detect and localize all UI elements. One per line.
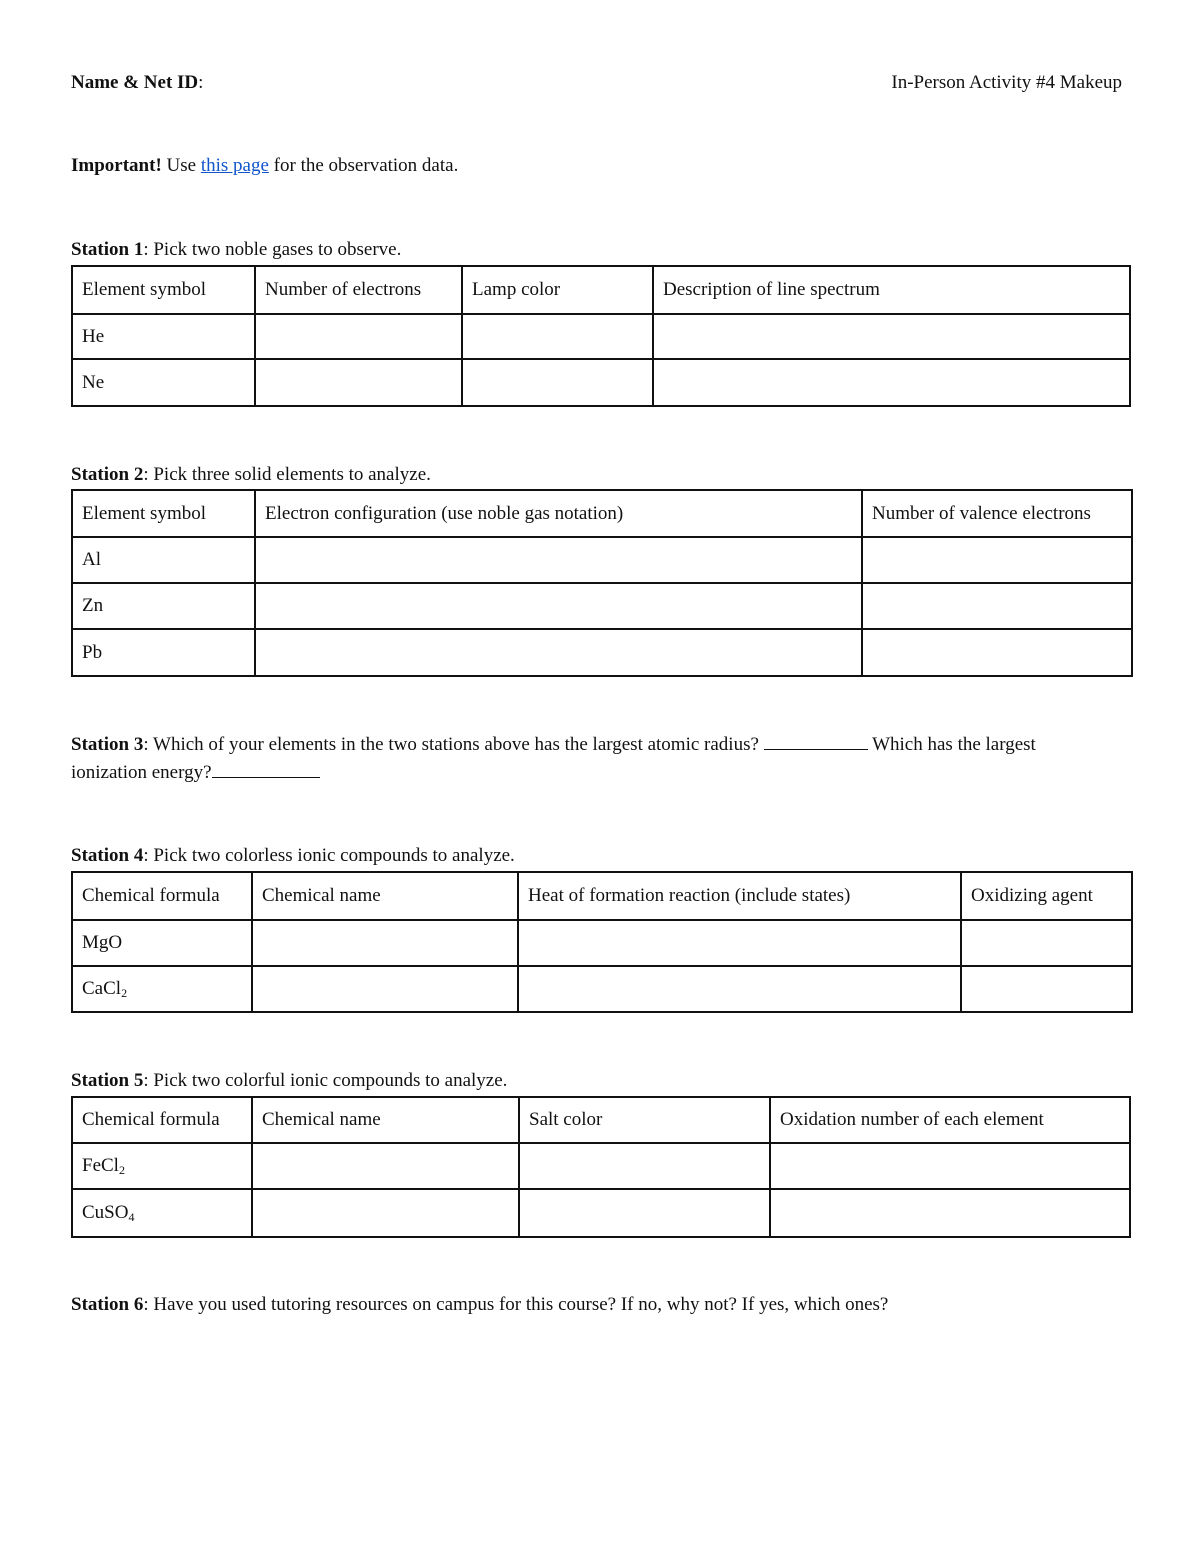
station1-heading [71,236,401,264]
formula-subscript: 2 [118,1163,125,1177]
table-row [72,1189,1130,1237]
name-netid-field [71,69,203,97]
station2-header-cell: Electron configuration (use noble gas notation) [255,490,862,537]
station4-label: Station 4 [71,845,144,866]
electron-config-input-cell[interactable] [255,583,862,629]
electron-config-input-cell[interactable] [255,537,862,583]
station5-header-cell: Oxidation number of each element [770,1097,1130,1143]
station3-line1 [71,731,1036,759]
station4-header-cell: Chemical name [252,872,518,920]
station2-header-row [72,490,1132,537]
station5-header-row [72,1097,1130,1143]
oxidation-number-input-cell[interactable] [770,1189,1130,1237]
valence-electrons-input-cell[interactable] [862,629,1132,676]
station3-line2 [71,759,320,787]
atomic-radius-answer-blank[interactable] [764,731,868,750]
heat-of-formation-input-cell[interactable] [518,920,961,966]
element-symbol-cell: Zn [72,583,255,629]
electrons-input-cell[interactable] [255,359,462,406]
lamp-color-input-cell[interactable] [462,314,653,359]
oxidizing-agent-input-cell[interactable] [961,966,1132,1012]
element-symbol-cell: He [72,314,255,359]
station1-table [71,265,1131,407]
formula-base: CaCl [82,978,122,999]
station2-heading [71,461,431,489]
element-symbol-cell: Pb [72,629,255,676]
lamp-color-input-cell[interactable] [462,359,653,406]
table-row [72,583,1132,629]
station2-header-cell: Element symbol [72,490,255,537]
activity-title: In-Person Activity #4 Makeup [891,72,1122,93]
element-symbol-cell: Ne [72,359,255,406]
oxidation-number-input-cell[interactable] [770,1143,1130,1189]
table-row [72,920,1132,966]
important-text-before: Use [161,155,201,176]
station2-header-cell: Number of valence electrons [862,490,1132,537]
important-text-after: for the observation data. [268,155,459,176]
important-label: Important! [71,155,162,176]
station5-header-cell: Chemical name [252,1097,519,1143]
electrons-input-cell[interactable] [255,314,462,359]
name-netid-label: Name & Net ID [71,72,199,93]
line-spectrum-input-cell[interactable] [653,314,1130,359]
chemical-formula-cell [72,966,252,1012]
station4-header-cell: Oxidizing agent [961,872,1132,920]
important-note [71,152,458,180]
station4-header-cell: Heat of formation reaction (include states) [518,872,961,920]
table-row [72,966,1132,1012]
table-row [72,537,1132,583]
oxidizing-agent-input-cell[interactable] [961,920,1132,966]
valence-electrons-input-cell[interactable] [862,583,1132,629]
station2-label: Station 2 [71,464,144,485]
station4-prompt: : Pick two colorless ionic compounds to analyze. [143,845,515,866]
station3-question3: ionization energy? [71,762,212,783]
station3-question1: : Which of your elements in the two stations above has the largest atomic radius? [143,734,759,755]
table-row [72,314,1130,359]
chemical-name-input-cell[interactable] [252,1143,519,1189]
table-row [72,359,1130,406]
chemical-formula-cell [72,920,252,966]
chemical-formula-cell [72,1143,252,1189]
ionization-energy-answer-blank[interactable] [212,759,320,778]
station4-header-cell: Chemical formula [72,872,252,920]
electron-config-input-cell[interactable] [255,629,862,676]
station6-prompt: : Have you used tutoring resources on campus for this course? If no, why not? If yes, which ones? [143,1294,889,1315]
station2-table [71,489,1133,677]
station3-label: Station 3 [71,734,144,755]
station3-question2: Which has the largest [872,734,1036,755]
line-spectrum-input-cell[interactable] [653,359,1130,406]
formula-subscript: 4 [128,1210,135,1224]
station4-table [71,871,1133,1013]
station1-header-cell: Number of electrons [255,266,462,314]
station1-header-cell: Element symbol [72,266,255,314]
station6-heading [71,1291,888,1319]
station2-prompt: : Pick three solid elements to analyze. [143,464,431,485]
station1-header-row [72,266,1130,314]
chemical-formula-cell [72,1189,252,1237]
station1-header-cell: Lamp color [462,266,653,314]
heat-of-formation-input-cell[interactable] [518,966,961,1012]
station5-label: Station 5 [71,1070,144,1091]
formula-base: CuSO [82,1202,129,1223]
formula-subscript: 2 [121,986,128,1000]
chemical-name-input-cell[interactable] [252,966,518,1012]
table-row [72,1143,1130,1189]
station4-header-row [72,872,1132,920]
valence-electrons-input-cell[interactable] [862,537,1132,583]
station1-label: Station 1 [71,239,144,260]
station5-prompt: : Pick two colorful ionic compounds to analyze. [143,1070,508,1091]
station5-table [71,1096,1131,1238]
formula-base: FeCl [82,1155,119,1176]
station1-prompt: : Pick two noble gases to observe. [143,239,402,260]
observation-data-link[interactable]: this page [200,155,269,176]
station6-answer-area[interactable] [71,1325,1129,1505]
name-netid-colon: : [198,72,204,93]
table-row [72,629,1132,676]
chemical-name-input-cell[interactable] [252,920,518,966]
salt-color-input-cell[interactable] [519,1143,770,1189]
station1-header-cell: Description of line spectrum [653,266,1130,314]
salt-color-input-cell[interactable] [519,1189,770,1237]
station5-heading [71,1067,507,1095]
element-symbol-cell: Al [72,537,255,583]
station5-header-cell: Chemical formula [72,1097,252,1143]
chemical-name-input-cell[interactable] [252,1189,519,1237]
formula-base: MgO [82,932,123,953]
station5-header-cell: Salt color [519,1097,770,1143]
station4-heading [71,842,515,870]
station6-label: Station 6 [71,1294,144,1315]
